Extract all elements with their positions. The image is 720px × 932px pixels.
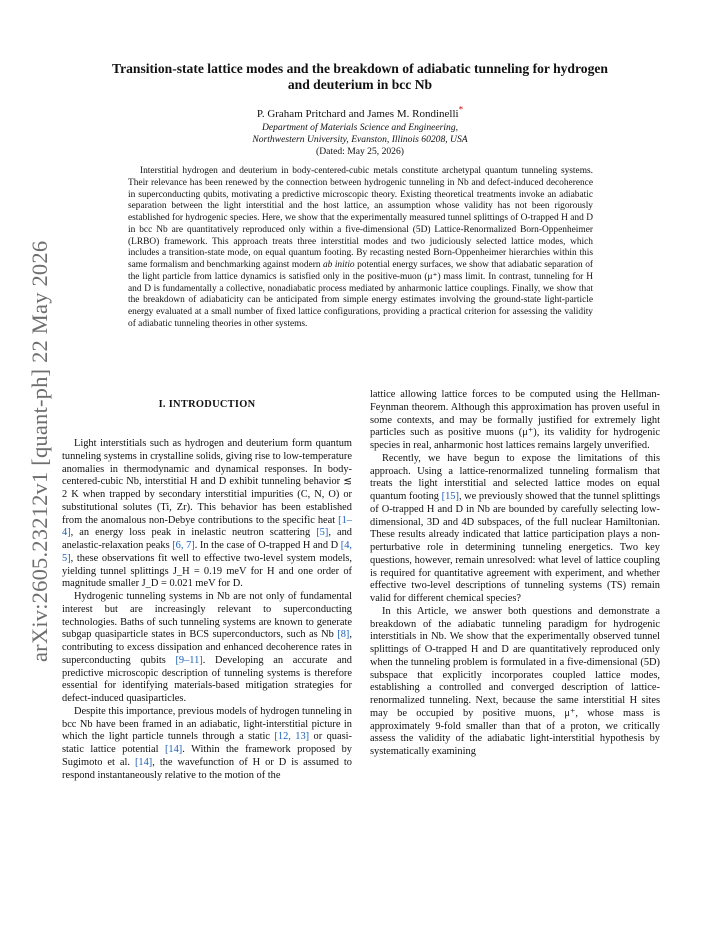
paper-title [60, 61, 660, 93]
title-line-1: Transition-state lattice modes and the breakdown of adiabatic tunneling for hydrogen [112, 61, 608, 76]
affiliation-line-2: Northwestern University, Evanston, Illinois 60208, USA [252, 134, 468, 145]
corresponding-author-mark[interactable]: * [458, 104, 464, 115]
citation-link[interactable]: [1–4] [62, 514, 352, 539]
citation-link[interactable]: [12, 13] [274, 731, 310, 743]
intro-paragraph-5: In this Article, we answer both questions and demonstrate a breakdown of the adiabatic tunneling paradigm for hydrogenic interstitials in Nb. We show that the experimentally observed tunnel splittings of O-trapped H and D are quantitatively reproduced only when the tunneling problem is formulated in a five-dimensional (5D) subspace that explicitly incorporates coupled lattice modes, establishing a controlled and converged description of lattice-renormalized tunneling. Next, because the same interstitial H sites may be occupied by positive muons, μ⁺, whose mass is approximately 9-fold smaller than that of a proton, we critically assess the validity of the adiabatic light-interstitial hypothesis by systematically examining [370, 605, 660, 757]
author-list [60, 104, 660, 121]
section-heading-introduction: I. INTRODUCTION [158, 399, 256, 410]
text-run: . Developing an accurate and predictive microscopic description of tunneling systems is therefore essential for identifying materials-based mitigation strategies for defect-induced quasiparticles. [62, 654, 352, 704]
citation-link[interactable]: [14] [134, 756, 153, 768]
citation-link[interactable]: [8] [337, 629, 350, 641]
affiliation-line-1: Department of Materials Science and Engineering, [261, 122, 459, 133]
affiliation [60, 122, 660, 146]
intro-paragraph-1 [62, 438, 352, 591]
abstract-paragraph [128, 166, 593, 331]
arxiv-identifier[interactable]: arXiv:2605.23212v1 [quant-ph] 22 May 2026 [27, 240, 52, 662]
text-run: Light interstitials such as hydrogen and deuterium form quantum tunneling systems in crystalline solids, giving rise to low-temperature anomalies in thermodynamic and dynamical responses. In body-centered-cubic Nb, interstitial H and D exhibit tunneling behavior ≲ 2 K when trapped by secondary interstitial impurities (C, N, O) or substitutional solutes (Ti, Zr). This behavior has been established from the anomalous non-Debye contributions to the specific heat [62, 438, 352, 526]
authors-names: P. Graham Pritchard and James M. Rondinelli [256, 108, 459, 120]
title-line-2: and deuterium in bcc Nb [287, 77, 433, 92]
citation-link[interactable]: [9–11] [175, 654, 203, 666]
text-run: , we previously showed that the tunnel splittings of O-trapped H and D in Nb are bounded by carefully selecting low-dimensional, 3D and 4D subspaces, of the full nuclear Hamiltonian. These results already indicated that lattice participation plays a non-perturbative role in determining tunneling energetics. Two key questions, however, remain unresolved: what level of lattice coupling is required for quantitative agreement with experiment, and whether effective two-level descriptions of tunneling systems (TS) remain valid for different chemical species? [370, 491, 660, 604]
text-run: , an energy loss peak in inelastic neutron scattering [70, 527, 317, 539]
text-run: Despite this importance, previous models of hydrogen tunneling in bcc Nb have been framed in an adiabatic, light-interstitial picture in which the light particle tunnels through a static [62, 705, 352, 743]
text-run: Hydrogenic tunneling systems in Nb are not only of fundamental interest but are increasingly relevant to superconducting technologies. Baths of such tunneling systems are known to generate subgap quasiparticle states in BCS superconductors, such as Nb [62, 591, 352, 641]
abstract [128, 166, 593, 331]
text-run: , the wavefunction of H or D is assumed to respond instantaneously relative to the motion of the [62, 756, 352, 781]
abstract-italic-term: ab initio [322, 260, 355, 270]
intro-paragraph-3-continued: lattice allowing lattice forces to be computed using the Hellman-Feynman theorem. Although this approximation has proven useful in some contexts, and may be formally justified for extremely light particles such as positive muons (μ⁺), its validity for hydrogenic species in real, anharmonic host lattices remains largely unverified. [370, 389, 660, 451]
text-run: , and anelastic-relaxation peaks [62, 527, 352, 551]
text-run: , contributing to excess dissipation and enhanced decoherence rates in superconducting qubits [62, 629, 352, 666]
citation-link[interactable]: [14] [164, 744, 183, 755]
text-run: Recently, we have begun to expose the limitations of this approach. Using a lattice-renormalized tunneling formalism that treats the light interstitial and selected lattice modes on equal quantum footing [370, 452, 660, 502]
intro-paragraph-3 [62, 706, 352, 783]
citation-link[interactable]: [15] [441, 491, 459, 502]
right-column [370, 389, 660, 759]
text-run: . In the case of O-trapped H and D [194, 540, 341, 551]
text-run: , these observations fit well to effective two-level system models, yielding tunnel splittings J_H = 0.19 meV for H and one order of magnitude smaller J_D = 0.021 meV for D. [62, 552, 352, 590]
text-run: or quasi-static lattice potential [62, 731, 353, 755]
abstract-text-b: potential energy surfaces, we show that adiabatic separation of the light particle from lattice dynamics is satisfied only in the positive-muon (μ⁺) mass limit. In contrast, tunneling for H and D is fundamentally a collective, nonadiabatic process mediated by anharmonic lattice couplings. Finally, we show that the breakdown of adiabaticity can be anticipated from simple energy estimates involving the ground-state light-particle energy evaluated at a small number of fixed lattice configurations, providing a practical criterion for assessing the validity of adiabatic tunneling theories in other systems. [128, 260, 593, 329]
text-run: . Within the framework proposed by Sugimoto et al. [62, 744, 352, 768]
abstract-text-a: Interstitial hydrogen and deuterium in body-centered-cubic metals constitute archetypal quantum tunneling systems. Their relevance has been renewed by the connection between hydrogenic tunneling in Nb and defect-induced decoherence in superconducting qubits, motivating a predictive microscopic theory. Existing theoretical treatments invoke an adiabatic separation between the light interstitial and the host lattice, an assumption whose validity has not been rigorously established for hydrogenic species. Here, we show that the experimentally measured tunnel splittings of O-trapped H and D in bcc Nb are quantitatively reproduced only within a five-dimensional (5D) Lattice-Renormalized Born-Oppenheimer (LRBO) framework. This approach treats three interstitial modes and two judiciously selected lattice modes, which includes a transition-state mode, on equal quantum footing. By recasting nested Born-Oppenheimer hierarchies within this same formalism and benchmarking against modern [128, 166, 593, 270]
left-column [62, 398, 352, 782]
dated-line: (Dated: May 25, 2026) [316, 146, 404, 157]
intro-paragraph-4 [370, 453, 660, 606]
citation-link[interactable]: [5] [316, 527, 329, 539]
citation-link[interactable]: [4, 5] [62, 540, 353, 564]
intro-paragraph-2 [62, 591, 352, 706]
citation-link[interactable]: [6, 7] [172, 540, 195, 551]
